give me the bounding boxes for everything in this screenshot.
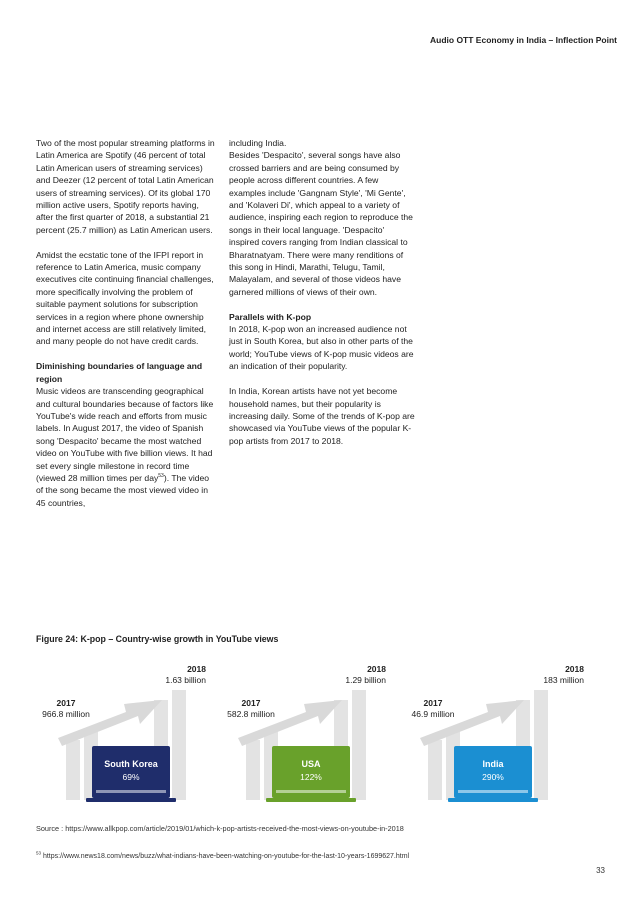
footnote [36,850,410,860]
laptop-label: India 290% [482,759,504,782]
page-number: 33 [596,866,605,875]
footnote-number: 53 [36,850,42,856]
paragraph: In 2018, K-pop won an increased audience not just in South Korea, but also in other parts of the world; YouTube views of K-pop music videos are an indication of their popularity. [229,324,414,372]
paragraph: In India, Korean artists have not yet become household names, but their popularity is increasing daily. Some of the trends of K-pop are showcased via YouTube views of the popular K-pop artists from 2017 to 2018. [229,386,415,446]
section-heading: Parallels with K-pop [229,311,312,322]
laptop-label: USA 122% [300,759,322,782]
growth-panel-usa [216,660,406,810]
running-header: Audio OTT Economy in India – Inflection Point [430,35,617,45]
right-column [229,137,415,460]
section-heading: Diminishing boundaries of language and region [36,361,203,384]
value-2018: 2018 1.29 billion [345,664,386,685]
laptop-base [266,798,356,802]
value-2018: 2018 183 million [543,664,584,685]
growth-panel-south-korea [36,660,226,810]
paragraph: Amidst the ecstatic tone of the IFPI report in reference to Latin America, music company executives cite continuing financial challenges, more specifically involving the problem of suitable payment solutions for subscription services in a region where phone ownership and internet access are still relatively limited, and many people do not have credit cards. [36,249,214,347]
laptop-label: South Korea 69% [104,759,158,782]
laptop-base [86,798,176,802]
paragraph: Besides 'Despacito', several songs have also crossed barriers and are being consumed by people across different countries. A few examples include 'Gangnam Style', 'Mi Gente', and 'Kolaveri Di', which appeal to a variety of audience, inspiring each region to reproduce the songs in their local language. 'Despacito' inspired covers ranging from Indian classical to Bharatnatyam. There were many renditions of this song in Hindi, Marathi, Telugu, Tamil, Malayalam, and several of those videos have garnered millions of views of their own. [229,150,413,297]
footnote-link[interactable]: https://www.news18.com/news/buzz/what-indians-have-been-watching-on-youtube-for-the-last-10-years-1699627.html [42,853,410,860]
growth-panel-india [398,660,588,810]
paragraph: Two of the most popular streaming platforms in Latin America are Spotify (46 percent of total Latin American users of streaming services) and Deezer (12 percent of total Latin American users of streaming services). Of its global 170 million active users, Spotify reports having, after the first quarter of 2018, a substantial 21 percent (25.7 million) as Latin American users. [36,138,215,235]
value-2018: 2018 1.63 billion [165,664,206,685]
figure-title: Figure 24: K-pop – Country-wise growth in YouTube views [36,634,279,644]
paragraph: including India. [229,138,287,148]
figure-source: Source : https://www.allkpop.com/article/2019/01/which-k-pop-artists-received-the-most-views-on-youtube-in-2018 [36,824,404,833]
laptop-base [448,798,538,802]
left-column [36,137,218,522]
value-2017: 2017 582.8 million [227,698,275,719]
value-2017: 2017 46.9 million [411,698,455,719]
value-2017: 2017 966.8 million [42,698,90,719]
paragraph: Music videos are transcending geographical and cultural boundaries because of factors like YouTube's wide reach and efforts from music labels. In August 2017, the video of Spanish song 'Despacito' became the most watched video on YouTube with five billion views. It had set every single milestone in record time (viewed 28 million times per day$^{53}$). The video of the song became the most viewed video in 45 countries, [36,386,214,508]
footnote-ref[interactable]: 53 [158,473,164,480]
